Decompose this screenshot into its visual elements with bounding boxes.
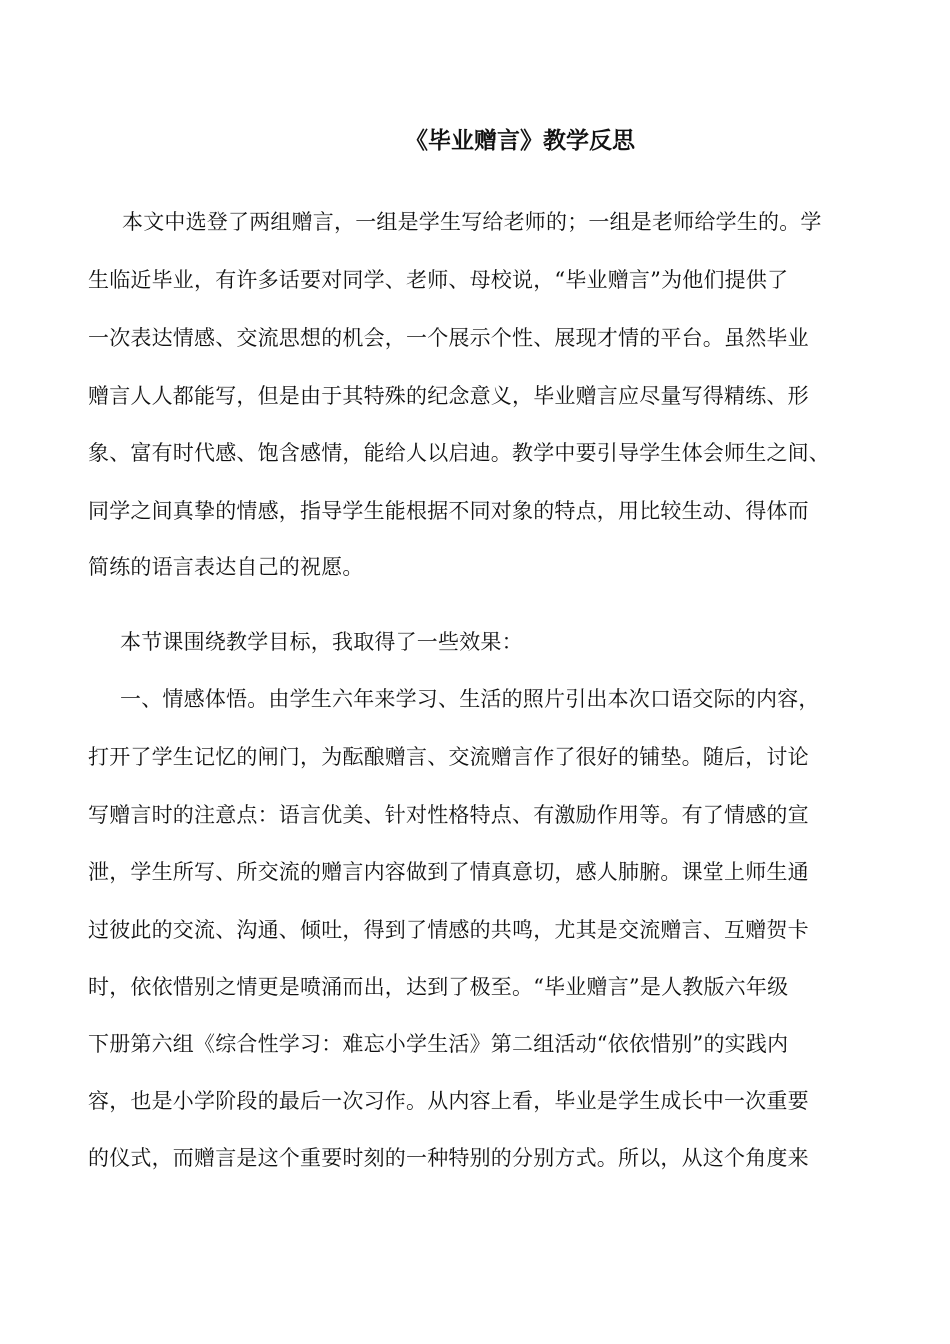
paragraph-3-line-8: 容，也是小学阶段的最后一次习作。从内容上看，毕业是学生成长中一次重要 [88,1089,809,1113]
paragraph-1-line-6: 同学之间真挚的情感，指导学生能根据不同对象的特点，用比较生动、得体而 [88,499,809,523]
paragraph-3-line-7: 下册第六组《综合性学习：难忘小学生活》第二组活动“依依惜别”的实践内 [88,1032,789,1056]
document-title: 《毕业赠言》教学反思 [405,127,635,154]
paragraph-3-line-2: 打开了学生记忆的闸门，为酝酿赠言、交流赠言作了很好的铺垫。随后，讨论 [88,745,809,769]
paragraph-1-line-3: 一次表达情感、交流思想的机会，一个展示个性、展现才情的平台。虽然毕业 [88,326,809,350]
paragraph-3-line-5: 过彼此的交流、沟通、倾吐，得到了情感的共鸣，尤其是交流赠言、互赠贺卡 [88,918,809,942]
paragraph-1-line-5: 象、富有时代感、饱含感情，能给人以启迪。教学中要引导学生体会师生之间、 [88,441,830,465]
paragraph-3-line-6: 时，依依惜别之情更是喷涌而出，达到了极至。“毕业赠言”是人教版六年级 [88,975,789,999]
paragraph-1-line-4: 赠言人人都能写，但是由于其特殊的纪念意义，毕业赠言应尽量写得精练、形 [88,384,809,408]
paragraph-3-line-4: 泄，学生所写、所交流的赠言内容做到了情真意切，感人肺腑。课堂上师生通 [88,860,809,884]
paragraph-2-line-1: 本节课围绕教学目标，我取得了一些效果： [120,630,523,654]
paragraph-1-line-1: 本文中选登了两组赠言，一组是学生写给老师的；一组是老师给学生的。学 [122,210,822,234]
paragraph-1-line-7: 简练的语言表达自己的祝愿。 [88,555,364,579]
paragraph-3-line-1: 一、情感体悟。由学生六年来学习、生活的照片引出本次口语交际的内容， [120,687,820,711]
paragraph-1-line-2: 生临近毕业，有许多话要对同学、老师、母校说，“毕业赠言”为他们提供了 [88,268,789,292]
paragraph-3-line-3: 写赠言时的注意点：语言优美、针对性格特点、有激励作用等。有了情感的宣 [88,803,809,827]
paragraph-3-line-9: 的仪式，而赠言是这个重要时刻的一种特别的分别方式。所以，从这个角度来 [88,1146,809,1170]
